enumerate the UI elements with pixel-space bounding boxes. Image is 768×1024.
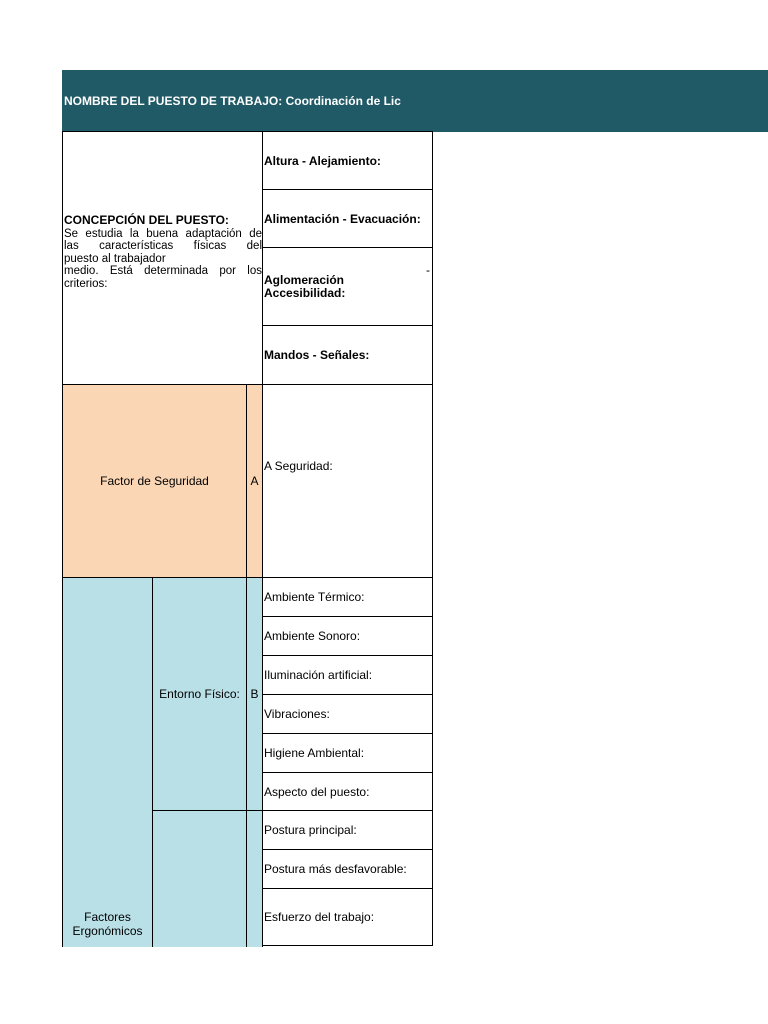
item-label: Ambiente Térmico:: [264, 590, 365, 604]
criterion-feeding: [262, 189, 433, 248]
criterion-dash: -: [426, 263, 430, 277]
concept-line-2: las características físicas del: [64, 240, 262, 252]
ergonomic-factor-line-1: Factores: [84, 910, 131, 924]
posture-group: [152, 810, 247, 947]
item-label: Vibraciones:: [264, 707, 330, 721]
item-lighting: [262, 655, 433, 695]
criterion-controls: [262, 325, 433, 385]
security-code: [246, 384, 263, 578]
security-code-label: A: [250, 474, 259, 488]
item-aspect: [262, 772, 433, 811]
ergonomic-factor: [62, 577, 153, 947]
item-label: Esfuerzo del trabajo:: [264, 910, 375, 924]
concept-line-1: Se estudia la buena adaptación de: [64, 227, 262, 240]
item-label: Iluminación artificial:: [264, 668, 373, 682]
criterion-height: [262, 131, 433, 190]
physical-environment: [152, 577, 247, 811]
security-item-label: A Seguridad:: [264, 459, 333, 473]
concept-heading: CONCEPCIÓN DEL PUESTO:: [64, 213, 229, 227]
criterion-crowding: [262, 247, 433, 326]
concept-line-4: medio. Está determinada por los: [64, 265, 262, 277]
criterion-label: Mandos - Señales:: [264, 348, 370, 362]
item-label: Higiene Ambiental:: [264, 746, 365, 760]
item-vibrations: [262, 694, 433, 734]
job-title: NOMBRE DEL PUESTO DE TRABAJO: Coordinación de Lic: [64, 94, 401, 108]
security-factor: [62, 384, 247, 578]
concept-line-5: criterios:: [64, 277, 108, 290]
item-effort: [262, 888, 433, 946]
physical-environment-code-label: B: [250, 687, 259, 701]
concept-line-3: puesto al trabajador: [64, 252, 166, 265]
posture-group-code: [246, 810, 263, 947]
item-worst-posture: [262, 849, 433, 889]
criterion-label: Alimentación - Evacuación:: [264, 211, 421, 226]
security-item: [262, 384, 433, 578]
physical-environment-label: Entorno Físico:: [159, 687, 240, 701]
ergonomic-factor-label: [63, 910, 152, 938]
security-factor-label: Factor de Seguridad: [100, 474, 209, 488]
item-label: Postura principal:: [264, 823, 357, 837]
concept-text: [64, 214, 262, 290]
item-main-posture: [262, 810, 433, 850]
item-thermal: [262, 577, 433, 617]
item-sound: [262, 616, 433, 656]
ergonomic-factor-line-2: Ergonómicos: [72, 924, 143, 938]
criterion-label-2: Accesibilidad:: [264, 285, 346, 300]
criterion-label: Aglomeración: [264, 272, 345, 287]
item-hygiene: [262, 733, 433, 773]
item-label: Ambiente Sonoro:: [264, 629, 361, 643]
physical-environment-code: [246, 577, 263, 811]
item-label: Postura más desfavorable:: [264, 862, 407, 876]
criterion-label: Altura - Alejamiento:: [264, 153, 381, 168]
item-label: Aspecto del puesto:: [264, 784, 370, 799]
